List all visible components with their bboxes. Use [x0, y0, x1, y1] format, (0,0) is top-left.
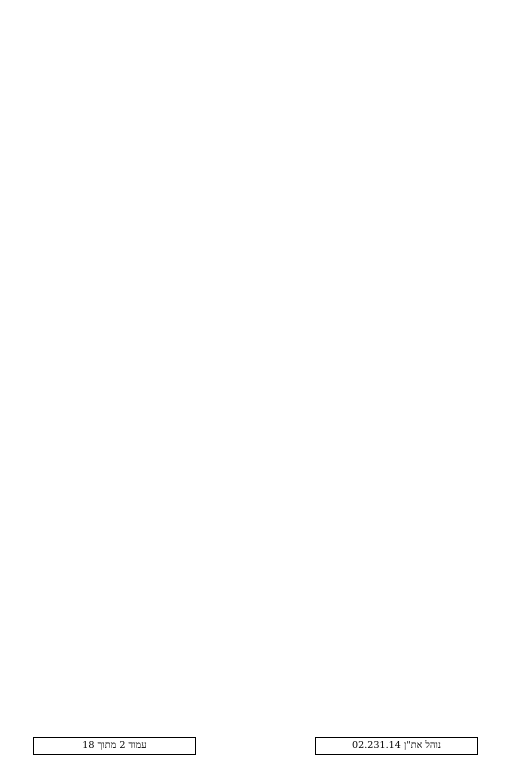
- footer-procedure-id: נוהל את"ן 02.231.14: [315, 737, 478, 755]
- footer-page-number: עמוד 2 מתוך 18: [33, 737, 196, 755]
